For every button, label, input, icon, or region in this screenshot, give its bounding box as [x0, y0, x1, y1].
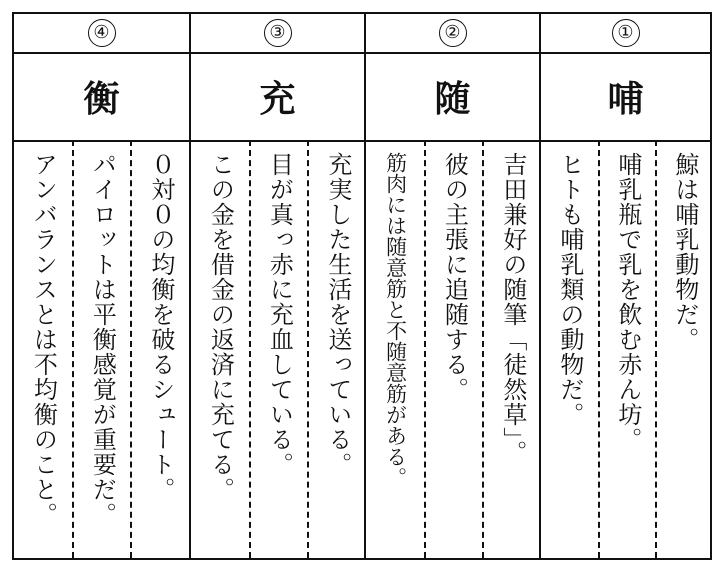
column-4 — [14, 14, 189, 558]
kanji-character: 哺 — [607, 77, 644, 120]
sentence-line — [655, 140, 712, 558]
column-number: ④ — [88, 19, 116, 47]
sentence-line — [598, 140, 655, 558]
column-2 — [364, 14, 539, 558]
sentence-line — [307, 140, 366, 558]
sentence-line — [72, 140, 130, 558]
example-sentences — [541, 140, 710, 558]
example-sentence: 哺乳瓶で乳を飲む赤ん坊。 — [613, 152, 642, 452]
example-sentences — [191, 140, 364, 558]
sentence-line — [130, 140, 189, 558]
example-sentence: 鯨は哺乳動物だ。 — [670, 152, 699, 352]
column-number-cell — [14, 14, 189, 54]
column-number-cell — [366, 14, 539, 54]
sentence-line — [424, 140, 482, 558]
kanji-cell — [191, 52, 364, 142]
kanji-character: 充 — [259, 77, 296, 120]
example-sentence: 充実した生活を送っている。 — [323, 152, 352, 477]
sentence-line — [191, 140, 249, 558]
sentence-line — [14, 140, 72, 558]
column-number: ③ — [264, 19, 292, 47]
sentence-line — [541, 140, 598, 558]
column-number: ② — [439, 19, 467, 47]
example-sentence: 筋肉には随意筋と不随意筋がある。 — [383, 152, 408, 488]
kanji-worksheet — [12, 12, 712, 560]
column-number-cell — [191, 14, 364, 54]
example-sentence: 彼の主張に追随する。 — [440, 152, 469, 402]
sentence-line — [249, 140, 307, 558]
kanji-character: 衡 — [83, 77, 120, 120]
column-1 — [539, 14, 710, 558]
column-3 — [189, 14, 364, 558]
column-number-cell — [541, 14, 710, 54]
column-number: ① — [612, 19, 640, 47]
example-sentence: パイロットは平衡感覚が重要だ。 — [88, 152, 117, 527]
sentence-line — [366, 140, 424, 558]
sentence-line — [482, 140, 541, 558]
kanji-cell — [14, 52, 189, 142]
example-sentences — [366, 140, 539, 558]
kanji-character: 随 — [434, 77, 471, 120]
example-sentence: アンバランスとは不均衡のこと。 — [29, 152, 58, 527]
example-sentence: ヒトも哺乳類の動物だ。 — [555, 152, 584, 427]
example-sentence: 吉田兼好の随筆「徒然草」。 — [498, 152, 527, 465]
example-sentence: ０対０の均衡を破るシュート。 — [146, 152, 175, 502]
example-sentences — [14, 140, 189, 558]
example-sentence: この金を借金の返済に充てる。 — [206, 152, 235, 502]
kanji-cell — [541, 52, 710, 142]
kanji-cell — [366, 52, 539, 142]
example-sentence: 目が真っ赤に充血している。 — [265, 152, 294, 477]
